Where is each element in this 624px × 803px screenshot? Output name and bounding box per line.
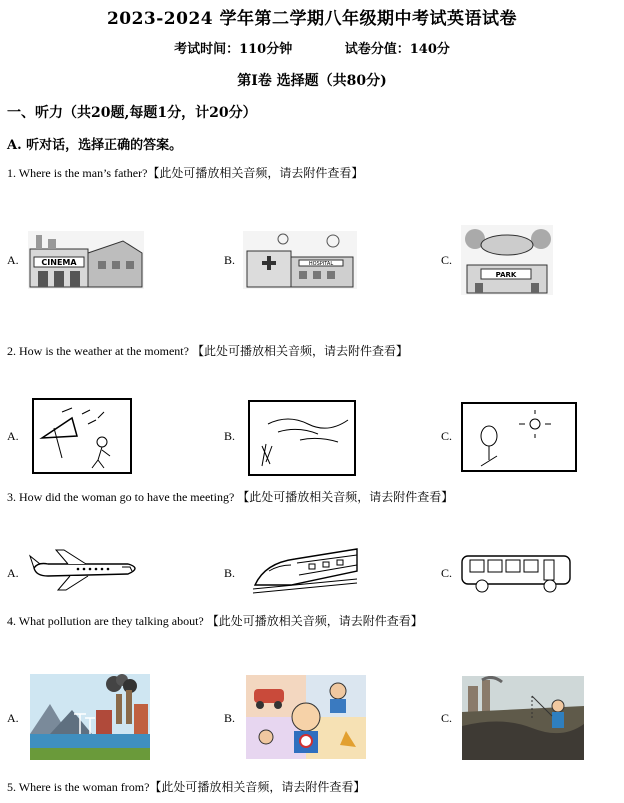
option-label: C. (441, 429, 453, 443)
question-2 (7, 342, 408, 359)
exam-score: 试卷分值：140分 (344, 42, 450, 57)
option-label: A. (7, 566, 19, 580)
exam-time: 考试时间：110分钟 (174, 42, 293, 57)
audio-note[interactable]: 【此处可播放相关音频，请去附件查看】 (237, 490, 454, 504)
plane-picture (28, 548, 144, 592)
question-text: 5. Where is the woman from? (7, 780, 150, 794)
option-label: A. (7, 429, 19, 443)
rainy-picture (248, 400, 356, 476)
section-heading: 一、听力（共20题,每题1分，计20分） (7, 105, 257, 121)
hospital-sign: HOSPITAL (308, 261, 334, 267)
noise-pollution-picture (246, 675, 366, 759)
water-pollution-picture (462, 676, 584, 760)
option-label: C. (441, 711, 453, 725)
audio-note[interactable]: 【此处可播放相关音频，请去附件查看】 (206, 614, 423, 628)
question-1 (7, 164, 363, 181)
sunny-picture (461, 402, 577, 472)
option-label: C. (441, 253, 453, 267)
park-picture (461, 225, 553, 295)
option-label: B. (224, 711, 236, 725)
air-pollution-picture (30, 674, 150, 760)
hospital-picture (243, 231, 357, 289)
bus-picture (460, 552, 574, 594)
option-label: B. (224, 253, 236, 267)
question-text: 4. What pollution are they talking about? (7, 614, 204, 628)
question-text: 1. Where is the man’s father? (7, 166, 148, 180)
question-text: 3. How did the woman go to have the meeting? (7, 490, 235, 504)
exam-meta (0, 38, 624, 57)
option-label: B. (224, 566, 236, 580)
question-5 (7, 778, 365, 795)
cinema-sign: CINEMA (41, 258, 77, 267)
option-label: A. (7, 253, 19, 267)
question-text: 2. How is the weather at the moment? (7, 344, 189, 358)
exam-title: 2023-2024 学年第二学期八年级期中考试英语试卷 (106, 9, 518, 29)
question-3 (7, 488, 453, 505)
audio-note[interactable]: 【此处可播放相关音频，请去附件查看】 (147, 166, 364, 180)
audio-note[interactable]: 【此处可播放相关音频，请去附件查看】 (149, 780, 366, 794)
audio-note[interactable]: 【此处可播放相关音频，请去附件查看】 (191, 344, 408, 358)
option-label: A. (7, 711, 19, 725)
cinema-picture (28, 231, 144, 289)
train-picture (251, 545, 359, 595)
option-label: C. (441, 566, 453, 580)
part-heading: 第Ⅰ卷 选择题（共80分) (237, 73, 387, 89)
park-sign: PARK (495, 271, 517, 279)
windy-picture (32, 398, 132, 474)
subsection-heading: A. 听对话，选择正确的答案。 (7, 138, 183, 153)
option-label: B. (224, 429, 236, 443)
question-4 (7, 612, 423, 629)
